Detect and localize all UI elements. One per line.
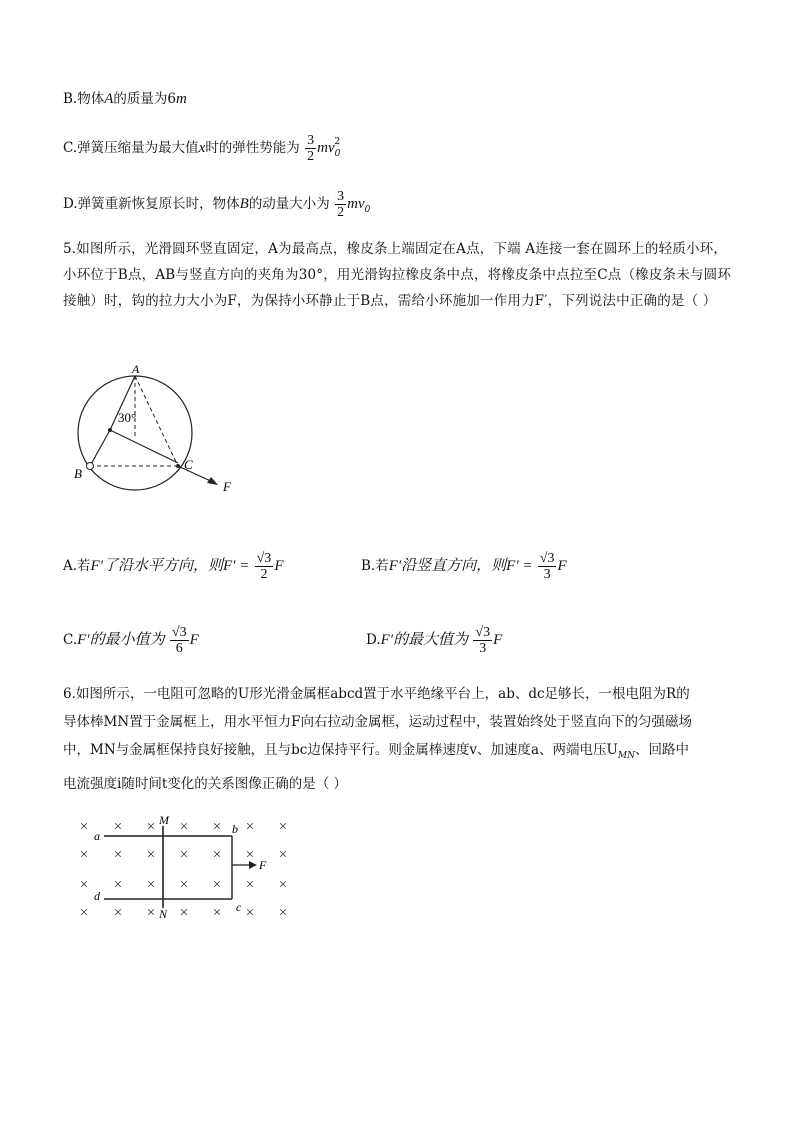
cross-icon: × xyxy=(245,847,255,863)
cross-icon: × xyxy=(212,877,222,893)
option-c-prev xyxy=(63,132,340,164)
cross-icon: × xyxy=(146,877,156,893)
q5-option-d xyxy=(366,625,502,656)
label-d: d xyxy=(94,889,100,903)
option-text: 的动量大小为 xyxy=(248,196,330,212)
band-mid-b xyxy=(90,430,110,466)
cross-icon: × xyxy=(245,905,255,921)
unit: m xyxy=(175,91,187,107)
q5-option-b xyxy=(361,551,567,582)
fraction: $\frac{3}{2}$ xyxy=(307,133,315,164)
option-text: F′的最大值为 xyxy=(380,632,469,648)
option-label: D. xyxy=(366,632,381,648)
option-d-prev xyxy=(63,189,370,220)
formula-lhs: F′ = xyxy=(506,558,533,574)
magnetic-field-figure xyxy=(64,812,324,932)
q5-option-c xyxy=(63,625,199,656)
option-label: A.若 xyxy=(63,558,91,574)
label-B: B xyxy=(74,466,82,481)
q6-line-3-text: 中，MN与金属框保持良好接触，且与bc边保持平行。则金属棒速度v、加速度a、两端电压U xyxy=(63,742,618,758)
arrow-head-icon xyxy=(207,477,218,485)
option-text: C.弹簧压缩量为最大值 xyxy=(63,140,199,156)
option-text: F′了沿水平方向，则 xyxy=(90,558,223,574)
band-midpoint xyxy=(108,428,112,432)
cross-icon: × xyxy=(278,819,288,835)
cross-icon: × xyxy=(113,877,123,893)
label-c: c xyxy=(236,900,242,914)
cross-icon: × xyxy=(212,905,222,921)
formula-tail: F xyxy=(557,558,567,574)
subscript: 0 xyxy=(334,149,341,159)
formula-lhs: F′ = xyxy=(223,558,250,574)
cross-icon: × xyxy=(113,905,123,921)
option-label: C. xyxy=(63,632,78,648)
cross-icon: × xyxy=(179,847,189,863)
formula-tail: F xyxy=(274,558,284,574)
magnetic-field-crosses xyxy=(80,819,287,921)
label-b: b xyxy=(232,822,238,836)
subscript: MN xyxy=(617,751,635,761)
fraction: $\frac{√3}{6}$ xyxy=(171,625,187,656)
cross-icon: × xyxy=(179,819,189,835)
label-M: M xyxy=(159,813,169,827)
cross-icon: × xyxy=(79,819,89,835)
formula-tail: mv xyxy=(347,196,365,212)
label-a: a xyxy=(94,829,100,843)
var-B: B xyxy=(239,196,249,212)
angle-label: 30° xyxy=(118,410,137,425)
question-6-stem xyxy=(63,680,738,798)
small-ring xyxy=(87,463,94,470)
option-text: F′沿竖直方向，则 xyxy=(388,558,507,574)
cross-icon: × xyxy=(278,905,288,921)
cross-icon: × xyxy=(245,877,255,893)
label-A: A xyxy=(132,362,140,376)
option-text: 时的弹性势能为 xyxy=(205,140,300,156)
option-text: F′的最小值为 xyxy=(77,632,165,648)
cross-icon: × xyxy=(79,905,89,921)
cross-icon: × xyxy=(146,847,156,863)
option-b-prev xyxy=(63,89,187,109)
cross-icon: × xyxy=(146,905,156,921)
cross-icon: × xyxy=(113,847,123,863)
q6-line-1: 6.如图所示，一电阻可忽略的U形光滑金属框abcd置于水平绝缘平台上，ab、dc足够长，一根电阻为R的 xyxy=(63,686,690,702)
cross-icon: × xyxy=(179,877,189,893)
cross-icon: × xyxy=(245,819,255,835)
formula-tail: mv xyxy=(317,140,335,156)
subscript: 0 xyxy=(364,205,371,215)
label-N: N xyxy=(159,907,168,921)
q6-line-3 xyxy=(63,736,738,770)
option-text: D.弹簧重新恢复原长时，物体 xyxy=(63,196,240,212)
q6-line-3-tail: 、回路中 xyxy=(634,742,689,758)
option-text: B.物体 xyxy=(63,91,105,107)
label-C: C xyxy=(184,457,193,472)
fraction: $\frac{√3}{3}$ xyxy=(475,625,491,656)
formula-tail: F xyxy=(493,632,503,648)
label-F: F xyxy=(259,858,267,872)
cross-icon: × xyxy=(113,819,123,835)
cross-icon: × xyxy=(212,847,222,863)
cross-icon: × xyxy=(79,847,89,863)
question-5-stem: 5.如图所示，光滑圆环竖直固定，A为最高点，橡皮条上端固定在A点，下端 A连接一套在圆环上的轻质小环，小环位于B点，AB与竖直方向的夹角为30°，用光滑钩拉橡皮条中点，将橡皮条中点拉至C点（橡皮条未与圆环接触）时，钩的拉力大小为F，为保持小环静止于B点，需给小环施加一作用力F′，下列说法中正确的是（ ） xyxy=(63,241,732,309)
cross-icon: × xyxy=(278,847,288,863)
cross-icon: × xyxy=(79,877,89,893)
value: 6 xyxy=(167,91,176,107)
cross-icon: × xyxy=(278,877,288,893)
cross-icon: × xyxy=(212,819,222,835)
hook-point xyxy=(176,464,180,468)
ring-figure xyxy=(60,360,250,500)
option-label: B.若 xyxy=(361,558,389,574)
fraction: $\frac{3}{2}$ xyxy=(337,189,345,220)
label-F: F xyxy=(223,479,231,494)
q6-line-4: 电流强度i随时间t变化的关系图像正确的是（ ） xyxy=(63,776,348,792)
fraction: $\frac{√3}{3}$ xyxy=(539,551,555,582)
superscript: 2 xyxy=(334,137,341,147)
fraction: $\frac{√3}{2}$ xyxy=(256,551,272,582)
var-A: A xyxy=(104,91,114,107)
option-text: 的质量为 xyxy=(113,91,168,107)
q5-option-a xyxy=(63,551,283,582)
cross-icon: × xyxy=(146,819,156,835)
cross-icon: × xyxy=(179,905,189,921)
var-x: x xyxy=(198,140,206,156)
formula-tail: F xyxy=(189,632,199,648)
band-mid-c xyxy=(110,430,178,463)
q6-line-2: 导体棒MN置于金属框上，用水平恒力F向右拉动金属框，运动过程中，装置始终处于竖直向下的匀强磁场 xyxy=(63,714,693,730)
